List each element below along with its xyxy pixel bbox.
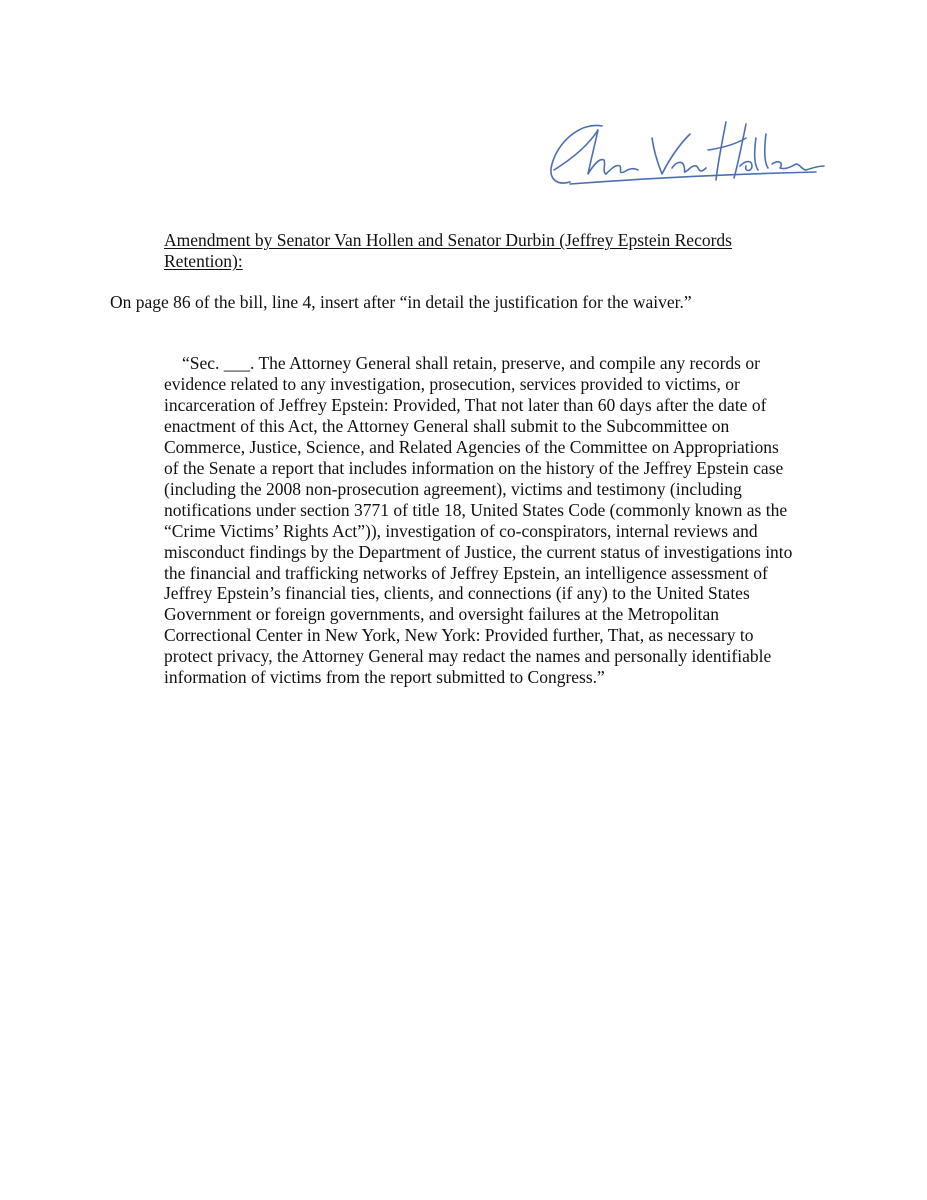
- amendment-line: (including the 2008 non-prosecution agreement), victims and testimony (including: [164, 478, 742, 499]
- amendment-line: Jeffrey Epstein’s financial ties, clients, and connections (if any) to the United States: [164, 583, 750, 604]
- amendment-line: information of victims from the report submitted to Congress.”: [164, 667, 605, 688]
- amendment-line: “Sec. ___. The Attorney General shall retain, preserve, and compile any records or: [182, 353, 760, 373]
- heading-line: Amendment by Senator Van Hollen and Senator Durbin (Jeffrey Epstein Records: [164, 230, 732, 250]
- amendment-line: notifications under section 3771 of title 18, United States Code (commonly known as the: [164, 499, 788, 520]
- amendment-line: Correctional Center in New York, New York: Provided further, That, as necessary to: [164, 625, 754, 646]
- amendment-line: evidence related to any investigation, prosecution, services provided to victims, or: [164, 373, 740, 394]
- insertion-instruction: On page 86 of the bill, line 4, insert after “in detail the justification for the waiver.”: [110, 292, 692, 312]
- amendment-line: enactment of this Act, the Attorney General shall submit to the Subcommittee on: [164, 415, 730, 436]
- amendment-line: Commerce, Justice, Science, and Related Agencies of the Committee on Appropriations: [164, 436, 779, 457]
- handwritten-signature: [540, 108, 830, 198]
- amendment-line: misconduct findings by the Department of Justice, the current status of investigations into: [164, 541, 793, 562]
- amendment-line: of the Senate a report that includes information on the history of the Jeffrey Epstein case: [164, 457, 784, 478]
- heading-line: Retention):: [164, 251, 243, 271]
- amendment-line: “Crime Victims’ Rights Act”)), investigation of co-conspirators, internal reviews and: [164, 520, 758, 541]
- amendment-heading: [164, 230, 784, 272]
- amendment-line: incarceration of Jeffrey Epstein: Provided, That not later than 60 days after the date of: [164, 394, 767, 415]
- amendment-line: the financial and trafficking networks of Jeffrey Epstein, an intelligence assessment of: [164, 562, 768, 583]
- signature: [540, 108, 830, 198]
- amendment-line: protect privacy, the Attorney General may redact the names and personally identifiable: [164, 646, 772, 667]
- amendment-line: Government or foreign governments, and oversight failures at the Metropolitan: [164, 604, 719, 625]
- amendment-text: [164, 353, 824, 688]
